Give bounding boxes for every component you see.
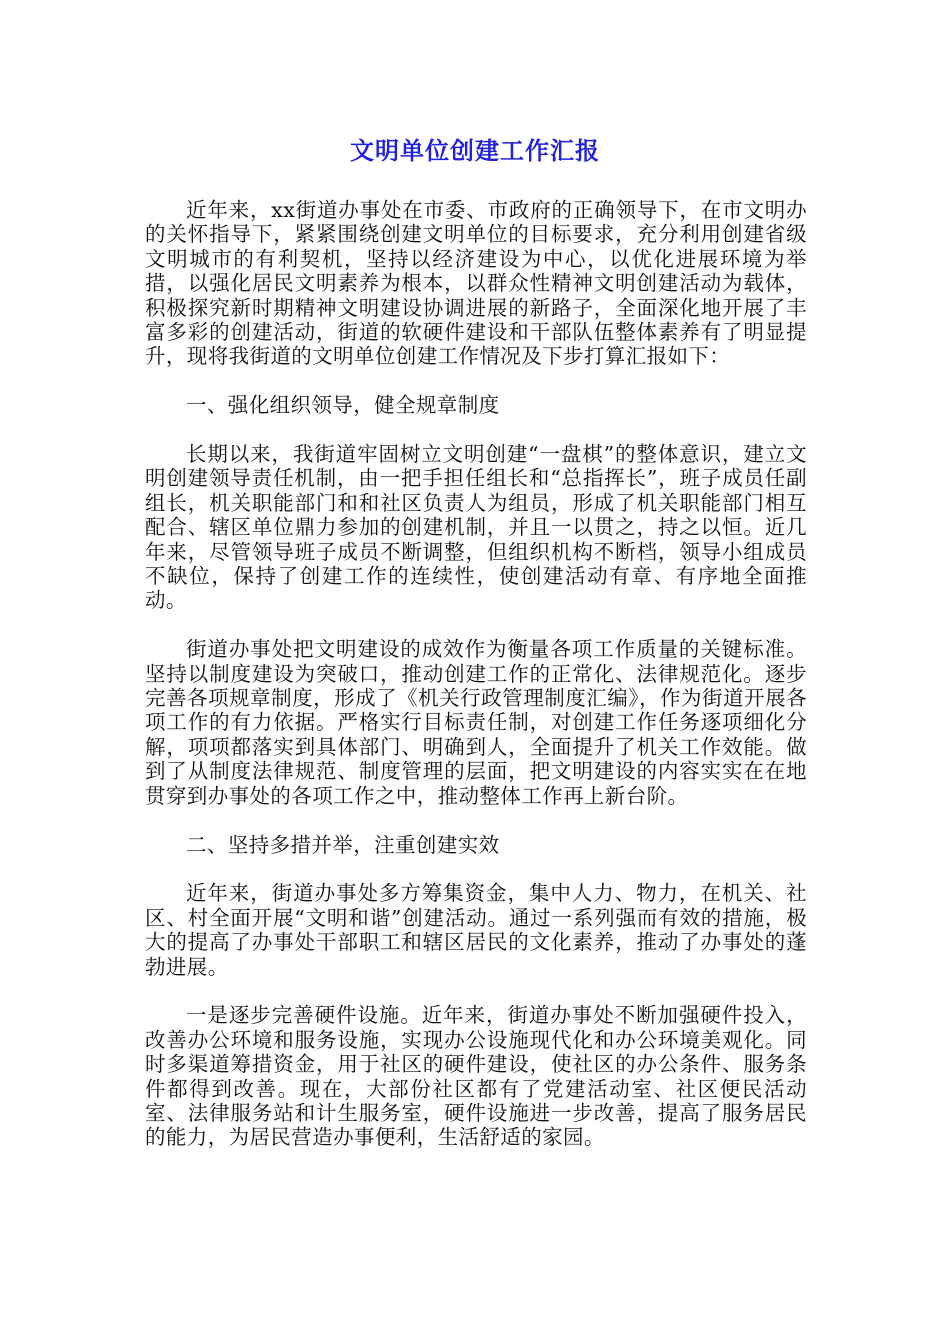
paragraph-hardware: 一是逐步完善硬件设施。近年来，街道办事处不断加强硬件投入，改善办公环境和服务设施，实现办公设施现代化和办公环境美观化。同时多渠道筹措资金，用于社区的硬件建设，使社区的办公条件、服务条件都得到改善。现在，大部份社区都有了党建活动室、社区便民活动室、法律服务站和计生服务室，硬件设施进一步改善，提高了服务居民的能力，为居民营造办事便利，生活舒适的家园。 [145, 1003, 807, 1150]
paragraph-leadership: 长期以来，我街道牢固树立文明创建“一盘棋”的整体意识，建立文明创建领导责任机制，由一把手担任组长和“总指挥长”，班子成员任副组长，机关职能部门和和社区负责人为组员，形成了机关职能部门相互配合、辖区单位鼎力参加的创建机制，并且一以贯之，持之以恒。近几年来，尽管领导班子成员不断调整，但组织机构不断档，领导小组成员不缺位，保持了创建工作的连续性，使创建活动有章、有序地全面推动。 [145, 442, 807, 613]
section-heading-2: 二、坚持多措并举，注重创建实效 [186, 832, 500, 857]
paragraph-regulations: 街道办事处把文明建设的成效作为衡量各项工作质量的关键标准。坚持以制度建设为突破口，推动创建工作的正常化、法律规范化。逐步完善各项规章制度，形成了《机关行政管理制度汇编》，作为街道开展各项工作的有力依据。严格实行目标责任制，对创建工作任务逐项细化分解，项项都落实到具体部门、明确到人，全面提升了机关工作效能。做到了从制度法律规范、制度管理的层面，把文明建设的内容实实在在地贯穿到办事处的各项工作之中，推动整体工作再上新台阶。 [145, 637, 807, 808]
paragraph-intro: 近年来，xx街道办事处在市委、市政府的正确领导下，在市文明办的关怀指导下，紧紧围绕创建文明单位的目标要求，充分利用创建省级文明城市的有利契机，坚持以经济建设为中心，以优化进展环境为举措，以强化居民文明素养为根本，以群众性精神文明创建活动为载体，积极探究新时期精神文明建设协调进展的新路子，全面深化地开展了丰富多彩的创建活动，街道的软硬件建设和干部队伍整体素养有了明显提升，现将我街道的文明单位创建工作情况及下步打算汇报如下： [145, 198, 807, 369]
document-body [145, 198, 807, 1174]
document-title: 文明单位创建工作汇报 [350, 137, 600, 165]
paragraph-measures: 近年来，街道办事处多方筹集资金，集中人力、物力，在机关、社区、村全面开展“文明和谐”创建活动。通过一系列强而有效的措施，极大的提高了办事处干部职工和辖区居民的文化素养，推动了办事处的蓬勃进展。 [145, 881, 807, 979]
section-heading-1: 一、强化组织领导，健全规章制度 [186, 393, 500, 418]
